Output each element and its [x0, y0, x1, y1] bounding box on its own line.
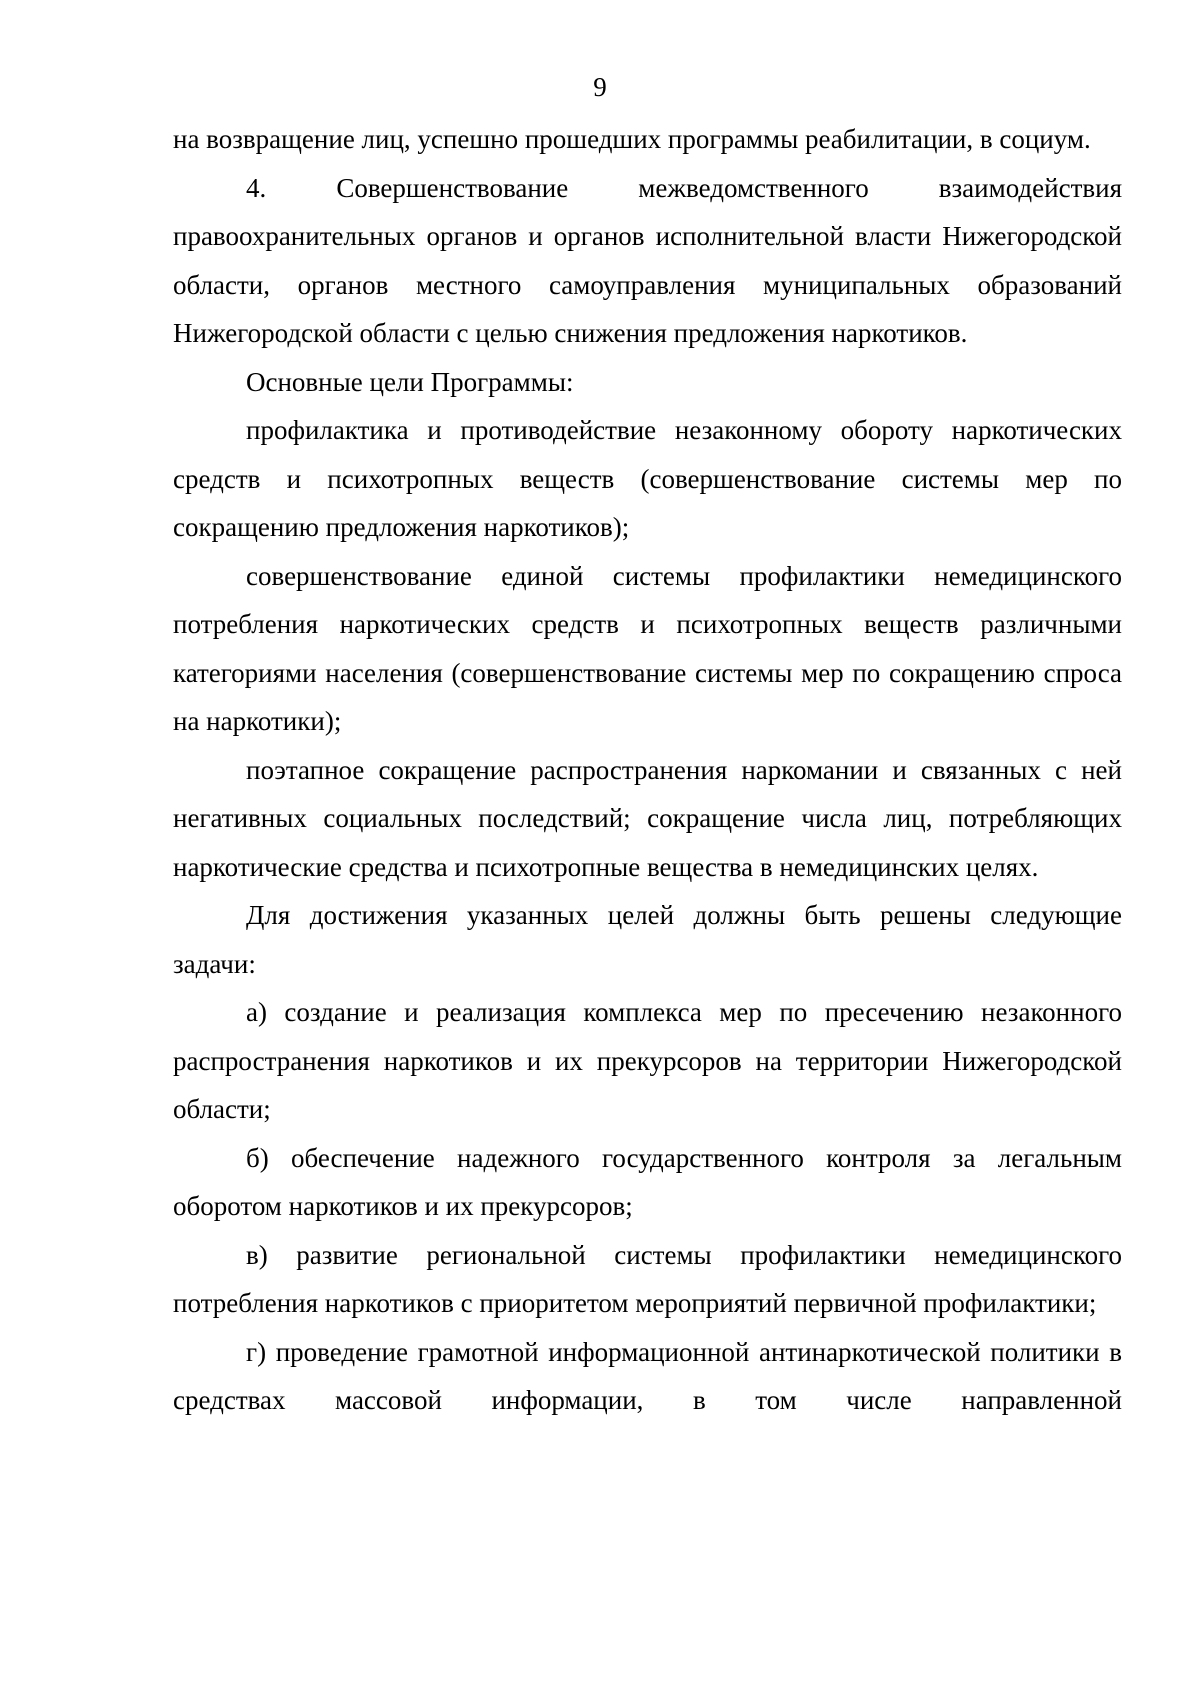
- paragraph-goal-reduction: поэтапное сокращение распространения наркомании и связанных с ней негативных социальных последствий; сокращение числа лиц, потребляющих наркотические средства и психотропные вещества в немедицинских целях.: [173, 754, 1122, 882]
- document-body: [173, 115, 1122, 1425]
- page-number: 9: [593, 72, 607, 102]
- paragraph-task-4: 4. Совершенствование межведомственного взаимодействия правоохранительных органов и органов исполнительной власти Нижегородской области, органов местного самоуправления муниципальных образований Нижегородской области с целью снижения предложения наркотиков.: [173, 172, 1122, 348]
- paragraph-goal-system: совершенствование единой системы профилактики немедицинского потребления наркотических средств и психотропных веществ различными категориями населения (совершенствование системы мер по сокращению спроса на наркотики);: [173, 560, 1122, 736]
- paragraph-task-g: г) проведение грамотной информационной антинаркотической политики в средствах массовой информации, в том числе направленной: [173, 1336, 1122, 1415]
- paragraph-task-v: в) развитие региональной системы профилактики немедицинского потребления наркотиков с приоритетом мероприятий первичной профилактики;: [173, 1239, 1122, 1318]
- paragraph-reintegration: на возвращение лиц, успешно прошедших программы реабилитации, в социум.: [173, 124, 1091, 154]
- paragraph-goal-prevention: профилактика и противодействие незаконному обороту наркотических средств и психотропных веществ (совершенствование системы мер по сокращению предложения наркотиков);: [173, 415, 1122, 542]
- paragraph-goals-heading: Основные цели Программы:: [246, 366, 574, 397]
- paragraph-tasks-intro: Для достижения указанных целей должны быть решены следующие задачи:: [173, 900, 1122, 979]
- paragraph-task-a: а) создание и реализация комплекса мер по пресечению незаконного распространения наркотиков и их прекурсоров на территории Нижегородской области;: [173, 997, 1122, 1124]
- paragraph-task-b: б) обеспечение надежного государственного контроля за легальным оборотом наркотиков и их прекурсоров;: [173, 1142, 1122, 1221]
